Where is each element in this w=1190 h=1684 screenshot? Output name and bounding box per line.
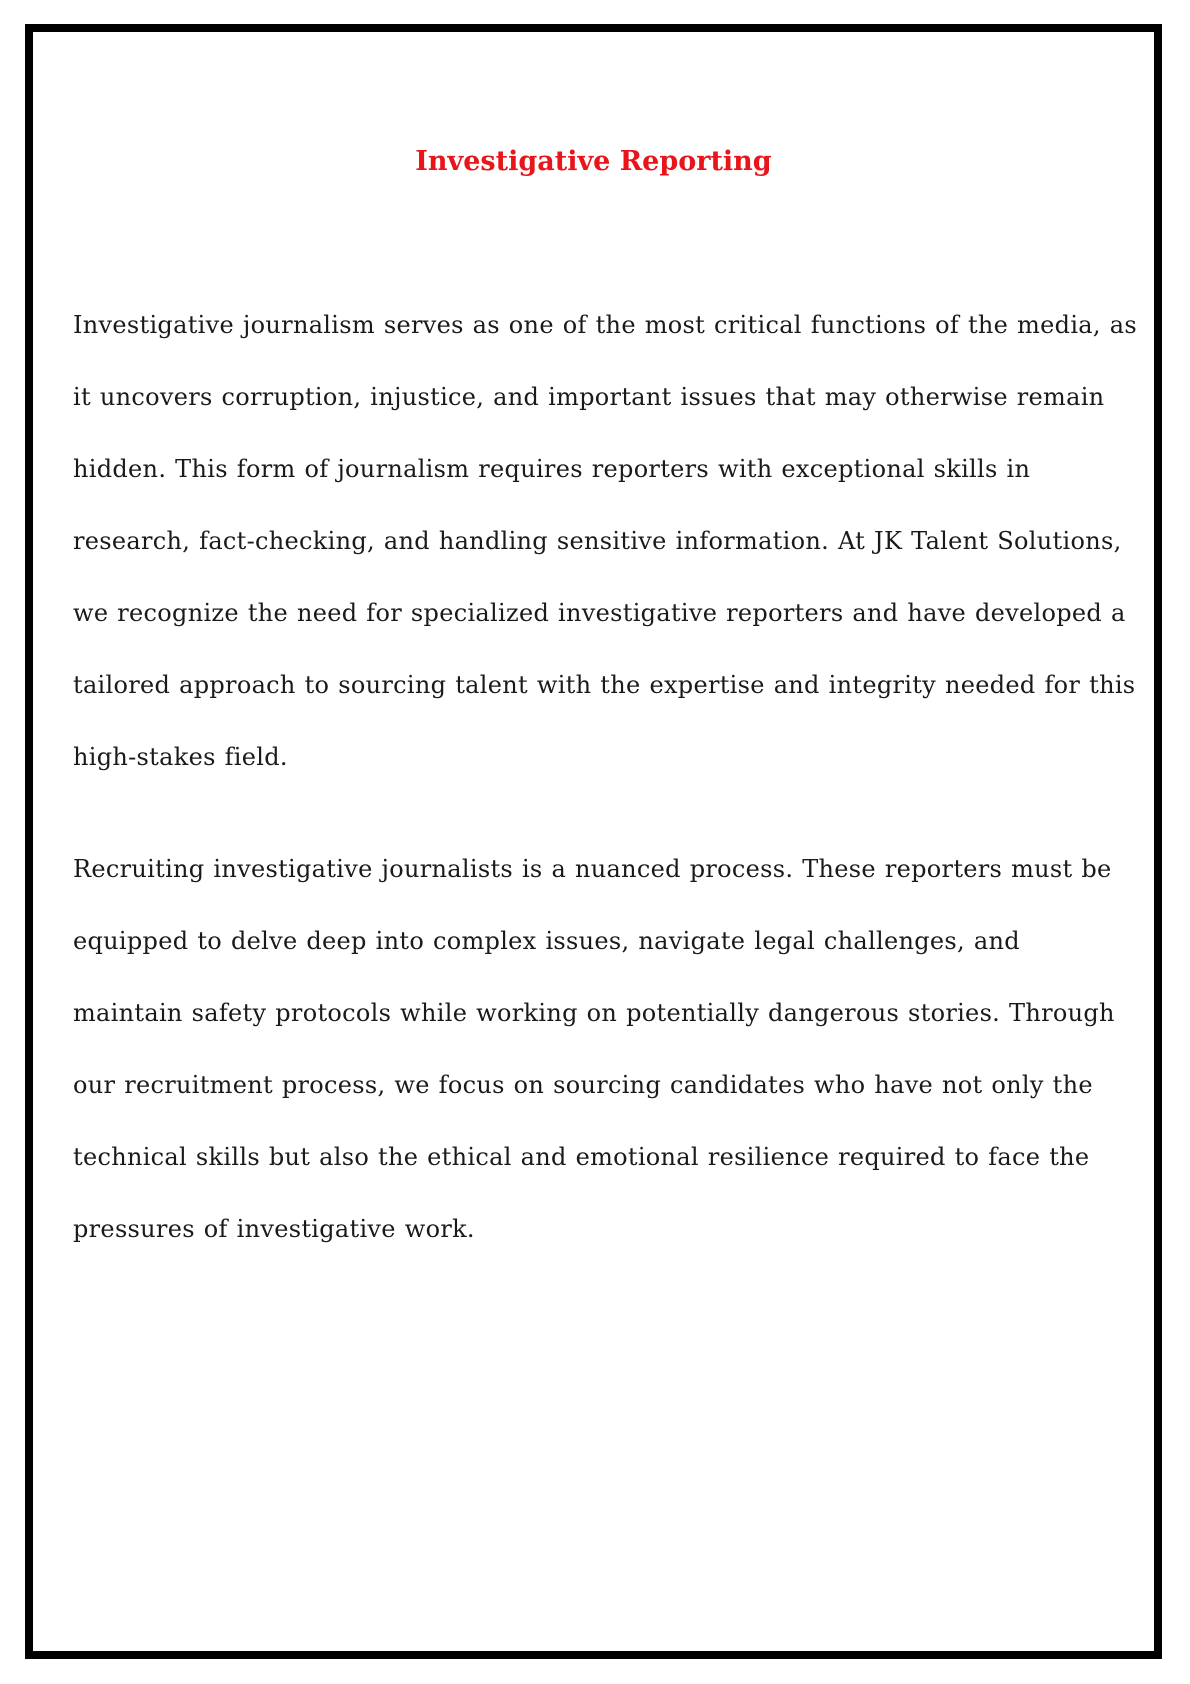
paragraph: Investigative journalism serves as one of the most critical functions of the media, as it uncovers corruption, injustice, and important issues that may otherwise remain hidden. This form of journalism requires reporters with exceptional skills in research, fact-checking, and handling sensitive information. At JK Talent Solutions, we recognize the need for specialized investigative reporters and have developed a tailored approach to sourcing talent with the expertise and integrity needed for this high-stakes field.	[73, 311, 1138, 771]
page-frame	[25, 24, 1162, 1659]
document-title: Investigative Reporting	[415, 146, 772, 177]
document-body	[73, 289, 1138, 1305]
paragraph: Recruiting investigative journalists is a nuanced process. These reporters must be equipped to delve deep into complex issues, navigate legal challenges, and maintain safety protocols while working on potentially dangerous stories. Through our recruitment process, we focus on sourcing candidates who have not only the technical skills but also the ethical and emotional resilience required to face the pressures of investigative work.	[73, 855, 1115, 1243]
